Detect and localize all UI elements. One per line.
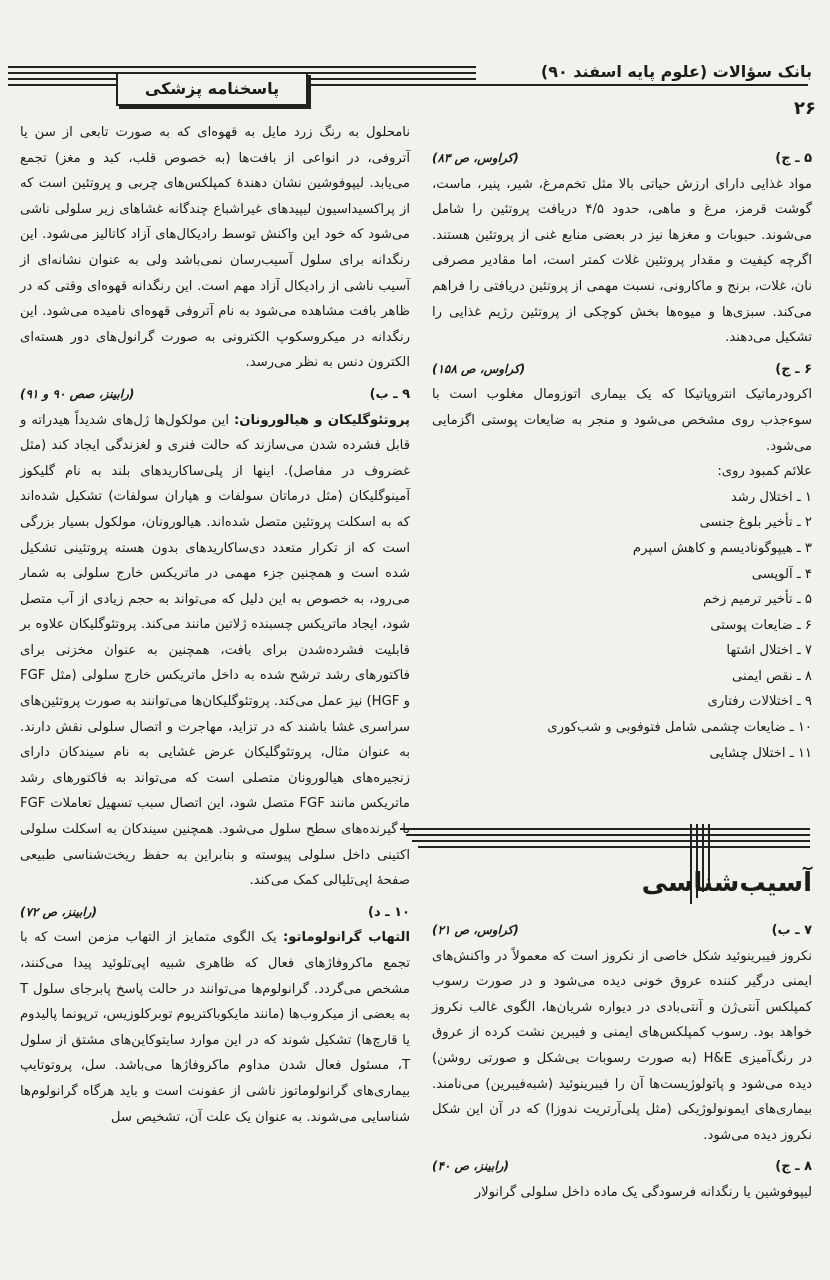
list-item: ۸ ـ نقص ایمنی xyxy=(732,668,812,684)
answer-text-q10 xyxy=(20,925,410,1130)
list-item: ۲ ـ تأخیر بلوغ جنسی xyxy=(699,515,812,531)
answer-text-q5: مواد غذایی دارای ارزش حیاتی بالا مثل تخم‌مرغ، شیر، پنیر، ماست، گوشت قرمز، مرغ و ماهی، حدود ۴/۵ دریافت پروتئین را شامل می‌شوند. حبوبات و مغزها نیز در بعضی منابع غنی از پروتئین هستند. اگرچه کیفیت و مقدار پروتئین غلات کمتر است، اما مقادیر مصرفی نان، غلات، برنج و ماکارونی، نسبت مهمی از پروتئین دریافتی را فراهم می‌کند. سبزی‌ها و میوه‌ها بخش کوچکی از پروتئین رژیم غذایی را تشکیل می‌دهند. xyxy=(432,176,812,346)
answer-header-q6 xyxy=(432,357,812,383)
left-column xyxy=(20,120,410,1130)
answer-reference: (رابینز، ص ۴۰) xyxy=(432,1159,509,1174)
list-item: ۱۰ ـ ضایعات چشمی شامل فتوفوبی و شب‌کوری xyxy=(547,720,812,736)
answer-text-q9 xyxy=(20,408,410,894)
answer-text-q7: نکروز فیبرینوئید شکل خاصی از نکروز است که معمولاً در واکنش‌های ایمنی درگیر کننده عروق خونی دیده می‌شود و در صورت رسوب کمپلکس آنتی‌ژن و آنتی‌بادی در دیواره شریان‌ها، الگوی غالب نکروز خواهد بود. رسوب کمپلکس‌های ایمنی و فیبرین نشت کرده از عروق در رنگ‌آمیزی H&E (به صورت رسوبات بی‌شکل و صورتی روشن) دیده می‌شود و پاتولوژیست‌ها آن را فیبرینوئید (شبه‌فیبرین) می‌نامند. بیماری‌های ایمونولوژیکی (مثل پلی‌آرتریت ندوزا) که در آن این شکل نکروز دیده می‌شود. xyxy=(432,948,812,1143)
section-badge: پاسخنامه پزشکی xyxy=(116,72,308,106)
answer-reference: (رابینز، ص ۷۲) xyxy=(20,904,97,919)
list-item: ۱ ـ اختلال رشد xyxy=(730,489,812,505)
answer-text-q8: لیپوفوشین یا رنگدانه فرسودگی یک ماده داخل سلولی گرانولار xyxy=(474,1184,812,1200)
intro-text: نامحلول به رنگ زرد مایل به قهوه‌ای که به صورت تابعی از سن یا آتروفی، در انواعی از بافت‌ها (به خصوص قلب، کبد و مغز) تجمع می‌یابد. لیپوفوشین نشان دهندهٔ کمپلکس‌های چربی و پروتئین است که از پراکسیداسیون لیپیدهای غیراشباع چندگانه غشاهای زیر سلولی ناشی می‌شود که خود این واکنش توسط رادیکال‌های آزاد کاتالیز می‌شود. این رنگدانه برای سلول آسیب‌رسان نمی‌باشد ولی به عنوان نشانه‌ای از آسیب ناشی از رادیکال آزاد مهم است. این رنگدانه قهوه‌ای وقتی که در ظاهر بافت مشاهده می‌شود به نام آتروفی قهوه‌ای نامیده می‌شود. این رنگدانه در میکروسکوپ الکترونی به صورت گرانول‌های دور هسته‌ای الکترون دنس به نظر می‌رسد. xyxy=(20,125,410,371)
term-heading: پروتئوگلیکان و هیالورونان: xyxy=(233,412,410,428)
answer-label: ۹ ـ ب) xyxy=(369,386,410,402)
answer-reference: (رابینز، صص ۹۰ و ۹۱) xyxy=(20,386,135,401)
answer-label: ۸ ـ ج) xyxy=(775,1159,812,1175)
list-item: ۷ ـ اختلال اشتها xyxy=(726,643,812,659)
answer-text-q6: اکرودرماتیک انتروپاتیکا که یک بیماری اتوزومال مغلوب است با سوءجذب روی مشخص می‌شود و منجر به ضایعات پوستی اگزمایی می‌شود. xyxy=(432,387,812,454)
right-column xyxy=(432,140,812,766)
answer-header-q9 xyxy=(20,382,410,408)
list-item: ۹ ـ اختلالات رفتاری xyxy=(707,694,812,710)
answer-header-q8 xyxy=(432,1154,812,1180)
page-number: ۲۶ xyxy=(794,98,816,119)
answer-header-q5 xyxy=(432,146,812,172)
zinc-deficiency-list xyxy=(432,485,812,767)
answer-label: ۶ ـ ج) xyxy=(775,361,812,377)
list-item: ۶ ـ ضایعات پوستی xyxy=(710,617,812,633)
answer-reference: (کراوس، ص ۸۳) xyxy=(432,151,519,165)
term-body: این مولکول‌ها ژل‌های شدیداً هیدراته و قابل فشرده شدن می‌سازند که حالت فنری و لغزندگی ایجاد کند (مثل غضروف در مفاصل). اینها از پلی‌ساکاریدهای بلند به نام گلیکوز آمینوگلیکان (مثل درماتان سولفات و هپاران سولفات) تشکیل شده‌اند که به اسکلت پروتئین متصل شده‌اند. هیالورونان، مولکول بسیار بزرگی است که از تکرار متعدد دی‌ساکاریدهای بدون هسته پروتئینی تشکیل شده است و همچنین جزء مهمی در ماتریکس خارج سلولی به شمار می‌رود، به خصوص به این دلیل که می‌تواند به حجم زیادی از آب متصل شود، ایجاد ماتریکس چسبنده ژلاتین مانند می‌کند. پروتئوگلیکان علاوه بر قابلیت فشرده‌شدن برای بافت، همچنین به عنوان مخزنی برای فاکتورهای رشد ترشح شده به داخل ماتریکس خارج سلولی (مثل FGF و HGF) نیز عمل می‌کند. پروتئوگلیکان‌ها می‌توانند به صورت پروتئین‌های سراسری غشا باشند که در تزاید، مهاجرت و اتصال سلولی نقش دارند. به عنوان مثال، پروتئوگلیکان عرض غشایی به نام سیندکان دارای زنجیره‌های هیالورونان متصلی است که می‌تواند به فاکتورهای رشد ماتریکس مانند FGF متصل شود، این اتصال سبب تسهیل تعاملات FGF با گیرنده‌های سطح سلول می‌شود. همچنین سیندکان به اسکلت سلولی اکتینی داخل سلولی پیوسته و بنابراین به حفظ ریخت‌شناسی طبیعی صفحهٔ اپی‌تلیالی کمک می‌کند. xyxy=(20,412,411,889)
section-title: آسیب‌شناسی xyxy=(641,868,812,898)
answer-reference: (کراوس، ص ۲۱) xyxy=(432,923,519,937)
list-item: ۵ ـ تأخیر ترمیم زخم xyxy=(703,592,812,608)
answer-header-q7 xyxy=(432,918,812,944)
term-heading: التهاب گرانولوماتو: xyxy=(283,930,410,946)
list-item: ۴ ـ آلوپسی xyxy=(751,566,812,582)
right-column-lower xyxy=(432,912,812,1206)
answer-label: ۷ ـ ب) xyxy=(771,923,812,938)
list-item: ۱۱ ـ اختلال چشایی xyxy=(709,745,812,761)
answer-reference: (کراوس، ص ۱۵۸) xyxy=(432,361,526,376)
term-body: یک الگوی متمایز از التهاب مزمن است که با تجمع ماکروفاژهای فعال که ظاهری شبیه اپی‌تلوئید پیدا می‌کنند، مشخص می‌گردد. گرانولوم‌ها می‌توانند در حالت پاسخ پابرجای سلول T به بعضی از میکروب‌ها (مانند مایکوباکتریوم توبرکلوزیس، ترپونما پالیدوم یا قارچ‌ها) تشکیل شوند که در این موارد سایتوکاین‌های مشتق از سلول T، مسئول فعال شدن مداوم ماکروفاژها می‌باشد. سل، پروتوتایپ بیماری‌های گرانولوماتوز ناشی از عفونت است و باید هرگاه گرانولوم‌ها شناسایی می‌شوند. به عنوان یک علت آن، تشخیص سل xyxy=(20,930,410,1125)
answer-label: ۵ ـ ج) xyxy=(775,151,812,166)
list-item: ۳ ـ هیپوگونادیسم و کاهش اسپرم xyxy=(632,540,812,556)
answer-label: ۱۰ ـ د) xyxy=(368,904,410,920)
list-title: علائم کمبود روی: xyxy=(717,464,812,480)
answer-header-q10 xyxy=(20,900,410,926)
book-title: بانک سؤالات (علوم پایه اسفند ۹۰) xyxy=(476,60,818,83)
